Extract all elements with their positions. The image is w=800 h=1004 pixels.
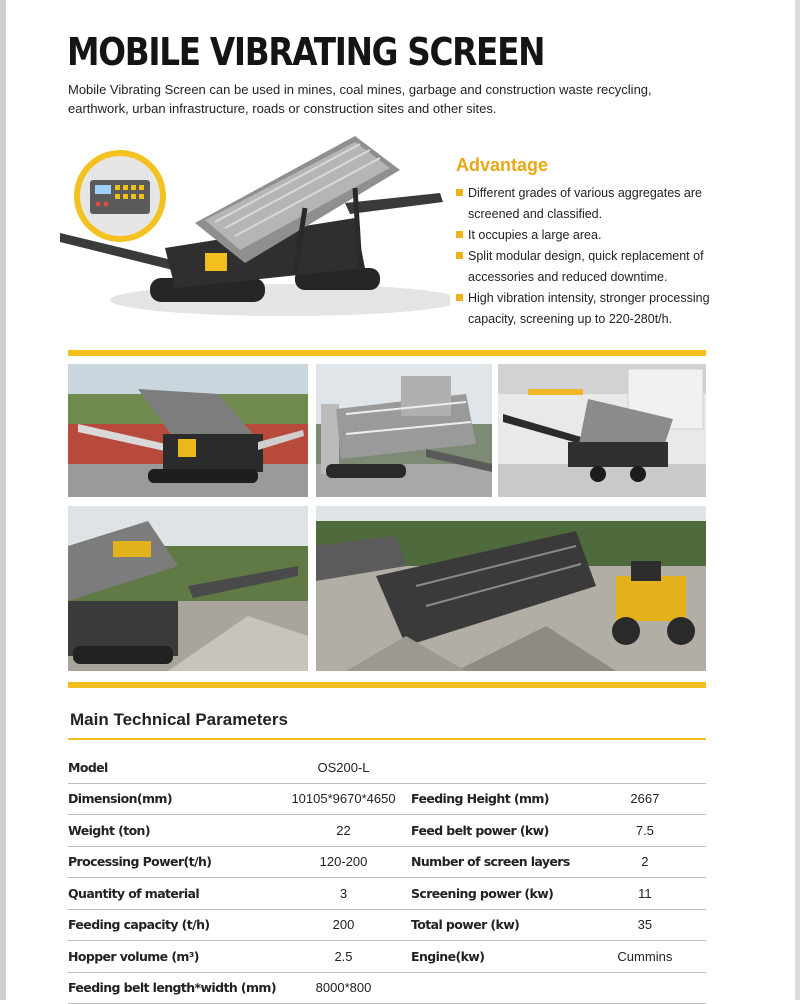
param-label: Quantity of material [68,878,276,910]
accent-divider-thin [68,738,706,740]
machine-photo-5 [316,506,706,671]
param-label: Number of screen layers [411,846,584,878]
param-label: Total power (kw) [411,909,584,941]
param-value: Cummins [584,941,706,973]
page-left-edge [0,0,6,1000]
param-label: Processing Power(t/h) [68,846,276,878]
param-label: Dimension(mm) [68,783,276,815]
table-row [68,941,706,973]
table-row [68,783,706,815]
parameters-heading: Main Technical Parameters [70,710,288,729]
machine-photo-2 [316,364,492,497]
machine-photo-4 [68,506,308,671]
param-value: 7.5 [584,815,706,847]
param-value: 3 [276,878,411,910]
accent-divider [68,682,706,688]
table-row [68,815,706,847]
param-label: Feeding belt length*width (mm) [68,972,276,1004]
param-label: Model [68,752,276,783]
param-label: Engine(kw) [411,941,584,973]
bullet-square-icon [456,252,463,259]
parameters-table [68,752,706,1004]
accent-divider [68,350,706,356]
table-row [68,878,706,910]
param-label [411,972,584,1004]
page-right-edge [795,0,800,1000]
bullet-square-icon [456,189,463,196]
param-value: 10105*9670*4650 [276,783,411,815]
param-value [584,752,706,783]
param-value: 2667 [584,783,706,815]
param-value: 11 [584,878,706,910]
table-row [68,972,706,1004]
param-value: 2 [584,846,706,878]
table-row [68,846,706,878]
param-label: Feeding capacity (t/h) [68,909,276,941]
param-value: 200 [276,909,411,941]
advantage-item: It occupies a large area. [456,225,726,246]
param-value: 2.5 [276,941,411,973]
param-label: Feeding Height (mm) [411,783,584,815]
param-label: Hopper volume (m³) [68,941,276,973]
param-label: Feed belt power (kw) [411,815,584,847]
page-title: MOBILE VIBRATING SCREEN [67,30,545,74]
param-value: 120-200 [276,846,411,878]
bullet-square-icon [456,231,463,238]
machine-photo-3 [498,364,706,497]
param-value: 35 [584,909,706,941]
param-label: Weight (ton) [68,815,276,847]
param-label [411,752,584,783]
advantage-item: High vibration intensity, stronger processing capacity, screening up to 220-280t/h. [456,288,726,330]
param-value: OS200-L [276,752,411,783]
advantage-item: Different grades of various aggregates are screened and classified. [456,183,726,225]
param-value [584,972,706,1004]
bullet-square-icon [456,294,463,301]
machine-photo-1 [68,364,308,497]
table-row [68,752,706,783]
advantage-item: Split modular design, quick replacement of accessories and reduced downtime. [456,246,726,288]
intro-paragraph: Mobile Vibrating Screen can be used in mines, coal mines, garbage and construction waste recycling, earthwork, urban infrastructure, roads or construction sites and other sites. [68,82,652,116]
advantage-list [456,183,726,330]
table-row [68,909,706,941]
advantage-heading: Advantage [456,155,549,175]
param-value: 22 [276,815,411,847]
param-label: Screening power (kw) [411,878,584,910]
param-value: 8000*800 [276,972,411,1004]
hero-machine-image [55,128,450,338]
